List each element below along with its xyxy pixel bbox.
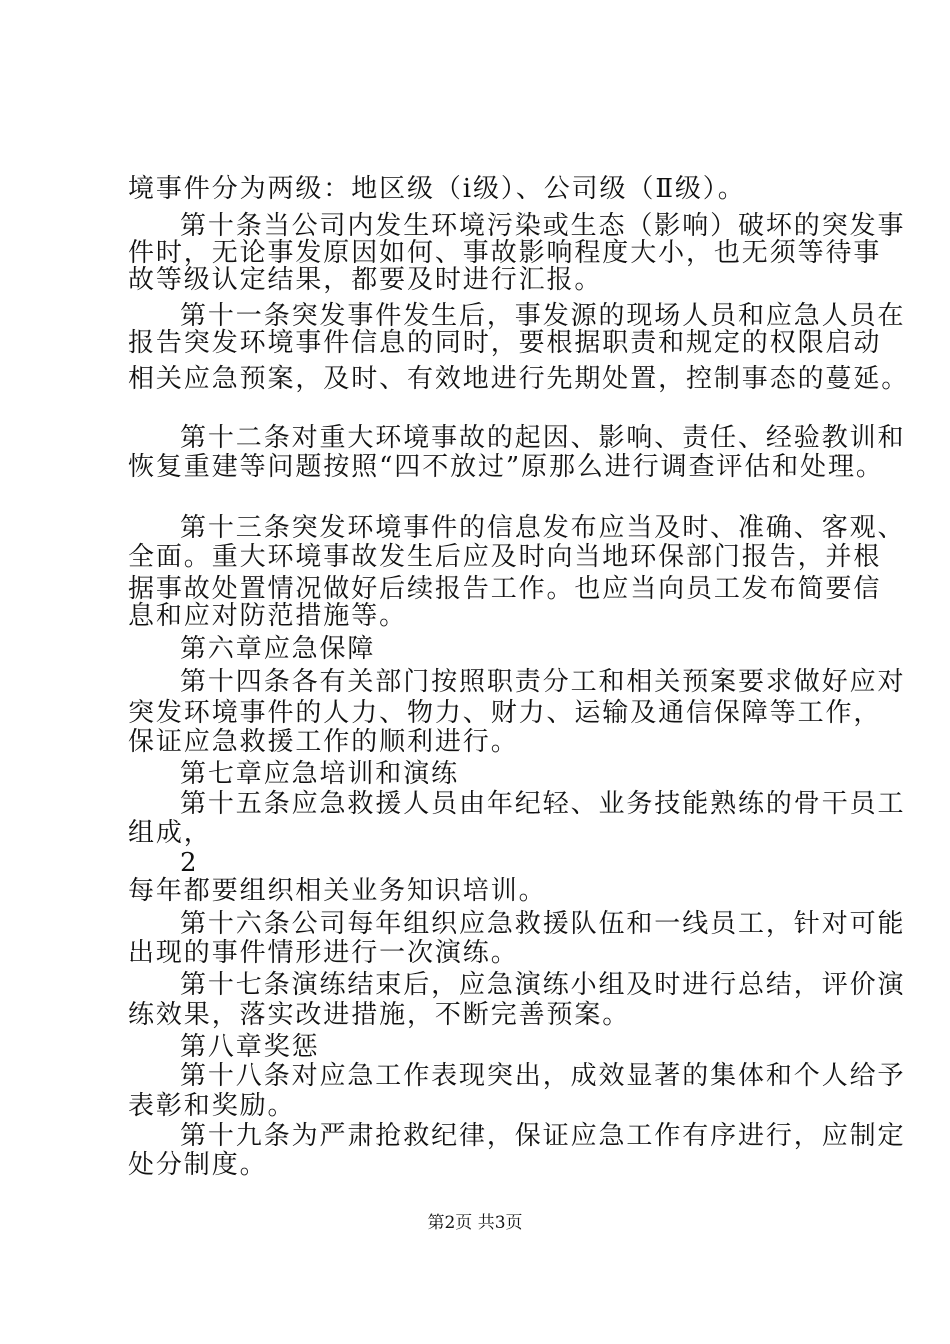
text-line: 第十一条突发事件发生后，事发源的现场人员和应急人员在: [180, 301, 906, 331]
text-line: 件时，无论事发原因如何、事故影响程度大小，也无须等待事: [128, 238, 882, 268]
text-line: 保证应急救援工作的顺利进行。: [128, 727, 519, 757]
text-line: 第十八条对应急工作表现突出，成效显著的集体和个人给予: [180, 1061, 906, 1091]
text-line: 第十九条为严肃抢救纪律，保证应急工作有序进行，应制定: [180, 1121, 906, 1151]
text-line: 第十三条突发环境事件的信息发布应当及时、准确、客观、: [180, 513, 906, 543]
text-line: 第十六条公司每年组织应急救援队伍和一线员工，针对可能: [180, 909, 906, 939]
text-line: 境事件分为两级：地区级（ⅰ级）、公司级（Ⅱ级）。: [128, 174, 746, 204]
text-line: 每年都要组织相关业务知识培训。: [128, 876, 547, 906]
text-line: 第十五条应急救援人员由年纪轻、业务技能熟练的骨干员工: [180, 789, 906, 819]
text-line: 故等级认定结果，都要及时进行汇报。: [128, 265, 603, 295]
chapter-heading: 第八章奖惩: [180, 1032, 320, 1062]
text-line: 组成，: [128, 818, 212, 848]
text-line: 据事故处置情况做好后续报告工作。也应当向员工发布简要信: [128, 574, 882, 604]
chapter-heading: 第六章应急保障: [180, 634, 376, 664]
text-line: 处分制度。: [128, 1150, 268, 1180]
text-line: 全面。重大环境事故发生后应及时向当地环保部门报告，并根: [128, 542, 882, 572]
text-line: 突发环境事件的人力、物力、财力、运输及通信保障等工作，: [128, 698, 882, 728]
text-line: 第十七条演练结束后，应急演练小组及时进行总结，评价演: [180, 970, 906, 1000]
text-line: 第十二条对重大环境事故的起因、影响、责任、经验教训和: [180, 423, 906, 453]
inline-page-number: 2: [180, 848, 199, 878]
text-line: 出现的事件情形进行一次演练。: [128, 938, 519, 968]
text-line: 息和应对防范措施等。: [128, 601, 408, 631]
page-footer: 第2页 共3页: [427, 1213, 523, 1233]
text-line: 练效果，落实改进措施，不断完善预案。: [128, 1000, 631, 1030]
text-line: 第十条当公司内发生环境污染或生态（影响）破坏的突发事: [180, 211, 906, 241]
chapter-heading: 第七章应急培训和演练: [180, 759, 460, 789]
text-line: 第十四条各有关部门按照职责分工和相关预案要求做好应对: [180, 667, 906, 697]
text-line: 恢复重建等问题按照“四不放过”原那么进行调查评估和处理。: [128, 452, 884, 482]
text-line: 相关应急预案，及时、有效地进行先期处置，控制事态的蔓延。: [128, 364, 910, 394]
text-line: 表彰和奖励。: [128, 1091, 296, 1121]
text-line: 报告突发环境事件信息的同时，要根据职责和规定的权限启动: [128, 328, 882, 358]
